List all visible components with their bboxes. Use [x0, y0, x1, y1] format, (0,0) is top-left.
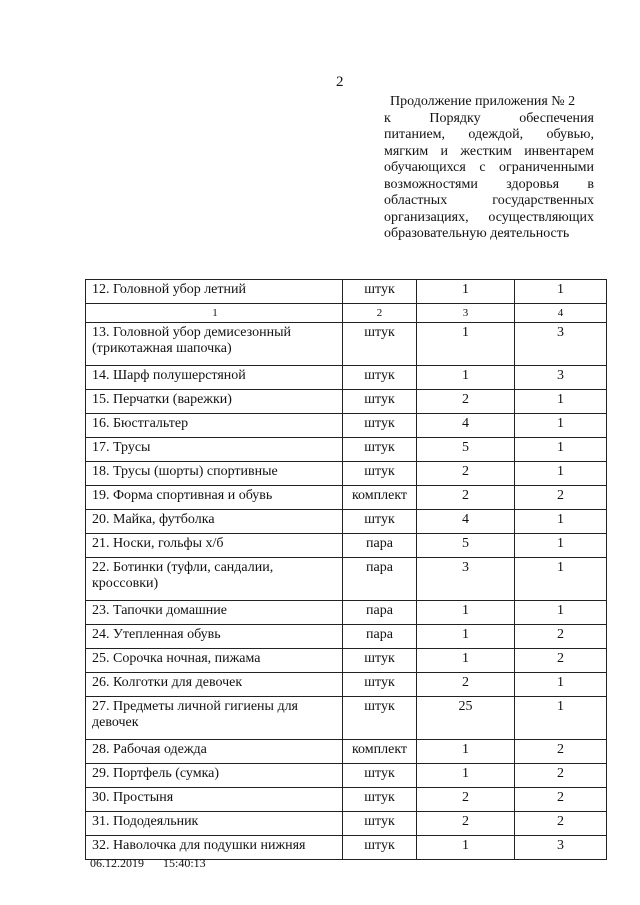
- term-cell: 3: [515, 323, 607, 366]
- unit-cell: 2: [343, 304, 417, 323]
- quantity-cell: 1: [417, 366, 515, 390]
- quantity-cell: 1: [417, 323, 515, 366]
- unit-cell: штук: [343, 836, 417, 860]
- item-name-cell: 32. Наволочка для подушки нижняя: [86, 836, 343, 860]
- quantity-cell: 2: [417, 486, 515, 510]
- item-name-cell: 20. Майка, футболка: [86, 510, 343, 534]
- unit-cell: штук: [343, 812, 417, 836]
- quantity-cell: 2: [417, 462, 515, 486]
- item-name-cell: 25. Сорочка ночная, пижама: [86, 649, 343, 673]
- header-line: организациях, осуществляющих: [384, 209, 594, 225]
- column-number-row: [86, 304, 607, 323]
- quantity-cell: 1: [417, 740, 515, 764]
- quantity-cell: 1: [417, 601, 515, 625]
- item-name-cell: 23. Тапочки домашние: [86, 601, 343, 625]
- timestamp-time: 15:40:13: [163, 856, 206, 870]
- quantity-cell: 1: [417, 836, 515, 860]
- term-cell: 2: [515, 486, 607, 510]
- unit-cell: штук: [343, 788, 417, 812]
- quantity-cell: 3: [417, 558, 515, 601]
- item-name-cell: 28. Рабочая одежда: [86, 740, 343, 764]
- table-row: [86, 601, 607, 625]
- header-line: Продолжение приложения № 2: [390, 94, 576, 109]
- unit-cell: штук: [343, 280, 417, 304]
- header-line: областных государственных: [384, 193, 594, 208]
- item-name-cell: 19. Форма спортивная и обувь: [86, 486, 343, 510]
- quantity-cell: 1: [417, 280, 515, 304]
- table-row: [86, 366, 607, 390]
- table-row: [86, 558, 607, 601]
- table-row: [86, 673, 607, 697]
- table-row: [86, 740, 607, 764]
- unit-cell: штук: [343, 390, 417, 414]
- unit-cell: пара: [343, 625, 417, 649]
- quantity-cell: 1: [417, 625, 515, 649]
- timestamp: [90, 856, 206, 871]
- table-row: [86, 390, 607, 414]
- header-line: питанием, одеждой, обувью,: [384, 127, 594, 142]
- quantity-cell: 4: [417, 414, 515, 438]
- term-cell: 1: [515, 697, 607, 740]
- term-cell: 2: [515, 625, 607, 649]
- term-cell: 4: [515, 304, 607, 323]
- header-line: мягким и жестким инвентарем: [384, 143, 594, 159]
- table-row: [86, 534, 607, 558]
- table-row: [86, 462, 607, 486]
- table-row: [86, 414, 607, 438]
- timestamp-date: 06.12.2019: [90, 856, 144, 870]
- table-row: [86, 510, 607, 534]
- item-name-cell: 21. Носки, гольфы х/б: [86, 534, 343, 558]
- item-name-cell: 24. Утепленная обувь: [86, 625, 343, 649]
- unit-cell: пара: [343, 534, 417, 558]
- page-number: 2: [336, 74, 344, 90]
- term-cell: 1: [515, 280, 607, 304]
- table-row: [86, 812, 607, 836]
- table-row: [86, 438, 607, 462]
- table-row: [86, 625, 607, 649]
- term-cell: 1: [515, 390, 607, 414]
- item-name-cell: 16. Бюстгальтер: [86, 414, 343, 438]
- table-row: [86, 280, 607, 304]
- term-cell: 2: [515, 812, 607, 836]
- item-name-cell: 14. Шарф полушерстяной: [86, 366, 343, 390]
- term-cell: 1: [515, 558, 607, 601]
- quantity-cell: 1: [417, 764, 515, 788]
- item-name-cell: 29. Портфель (сумка): [86, 764, 343, 788]
- header-line: к Порядку обеспечения: [384, 110, 594, 126]
- item-name-cell: 27. Предметы личной гигиены для девочек: [86, 697, 343, 740]
- item-name-cell: 30. Простыня: [86, 788, 343, 812]
- quantity-cell: 4: [417, 510, 515, 534]
- unit-cell: пара: [343, 558, 417, 601]
- unit-cell: штук: [343, 323, 417, 366]
- table-row: [86, 486, 607, 510]
- items-table: [85, 279, 607, 860]
- unit-cell: штук: [343, 462, 417, 486]
- table-row: [86, 764, 607, 788]
- term-cell: 1: [515, 510, 607, 534]
- header-line: обучающихся с ограниченными: [384, 160, 594, 175]
- term-cell: 2: [515, 764, 607, 788]
- term-cell: 1: [515, 673, 607, 697]
- unit-cell: штук: [343, 764, 417, 788]
- unit-cell: комплект: [343, 486, 417, 510]
- unit-cell: пара: [343, 601, 417, 625]
- quantity-cell: 2: [417, 673, 515, 697]
- item-name-cell: 1: [86, 304, 343, 323]
- unit-cell: штук: [343, 697, 417, 740]
- term-cell: 3: [515, 836, 607, 860]
- table-row: [86, 649, 607, 673]
- term-cell: 2: [515, 649, 607, 673]
- table-row: [86, 788, 607, 812]
- header-line: возможностями здоровья в: [384, 176, 594, 192]
- quantity-cell: 5: [417, 438, 515, 462]
- header-line: образовательную деятельность: [384, 226, 570, 241]
- unit-cell: штук: [343, 649, 417, 673]
- item-name-cell: 12. Головной убор летний: [86, 280, 343, 304]
- unit-cell: штук: [343, 414, 417, 438]
- quantity-cell: 25: [417, 697, 515, 740]
- term-cell: 2: [515, 740, 607, 764]
- item-name-cell: 17. Трусы: [86, 438, 343, 462]
- unit-cell: комплект: [343, 740, 417, 764]
- quantity-cell: 5: [417, 534, 515, 558]
- quantity-cell: 1: [417, 649, 515, 673]
- term-cell: 1: [515, 438, 607, 462]
- quantity-cell: 3: [417, 304, 515, 323]
- appendix-header: [384, 94, 594, 243]
- item-name-cell: 15. Перчатки (варежки): [86, 390, 343, 414]
- table-row: [86, 697, 607, 740]
- unit-cell: штук: [343, 510, 417, 534]
- item-name-cell: 26. Колготки для девочек: [86, 673, 343, 697]
- table-row: [86, 323, 607, 366]
- quantity-cell: 2: [417, 812, 515, 836]
- term-cell: 1: [515, 414, 607, 438]
- term-cell: 1: [515, 462, 607, 486]
- quantity-cell: 2: [417, 788, 515, 812]
- term-cell: 3: [515, 366, 607, 390]
- term-cell: 1: [515, 601, 607, 625]
- item-name-cell: 13. Головной убор демисезонный (трикотажная шапочка): [86, 323, 343, 366]
- item-name-cell: 31. Пододеяльник: [86, 812, 343, 836]
- unit-cell: штук: [343, 366, 417, 390]
- term-cell: 1: [515, 534, 607, 558]
- item-name-cell: 18. Трусы (шорты) спортивные: [86, 462, 343, 486]
- quantity-cell: 2: [417, 390, 515, 414]
- unit-cell: штук: [343, 673, 417, 697]
- item-name-cell: 22. Ботинки (туфли, сандалии, кроссовки): [86, 558, 343, 601]
- unit-cell: штук: [343, 438, 417, 462]
- term-cell: 2: [515, 788, 607, 812]
